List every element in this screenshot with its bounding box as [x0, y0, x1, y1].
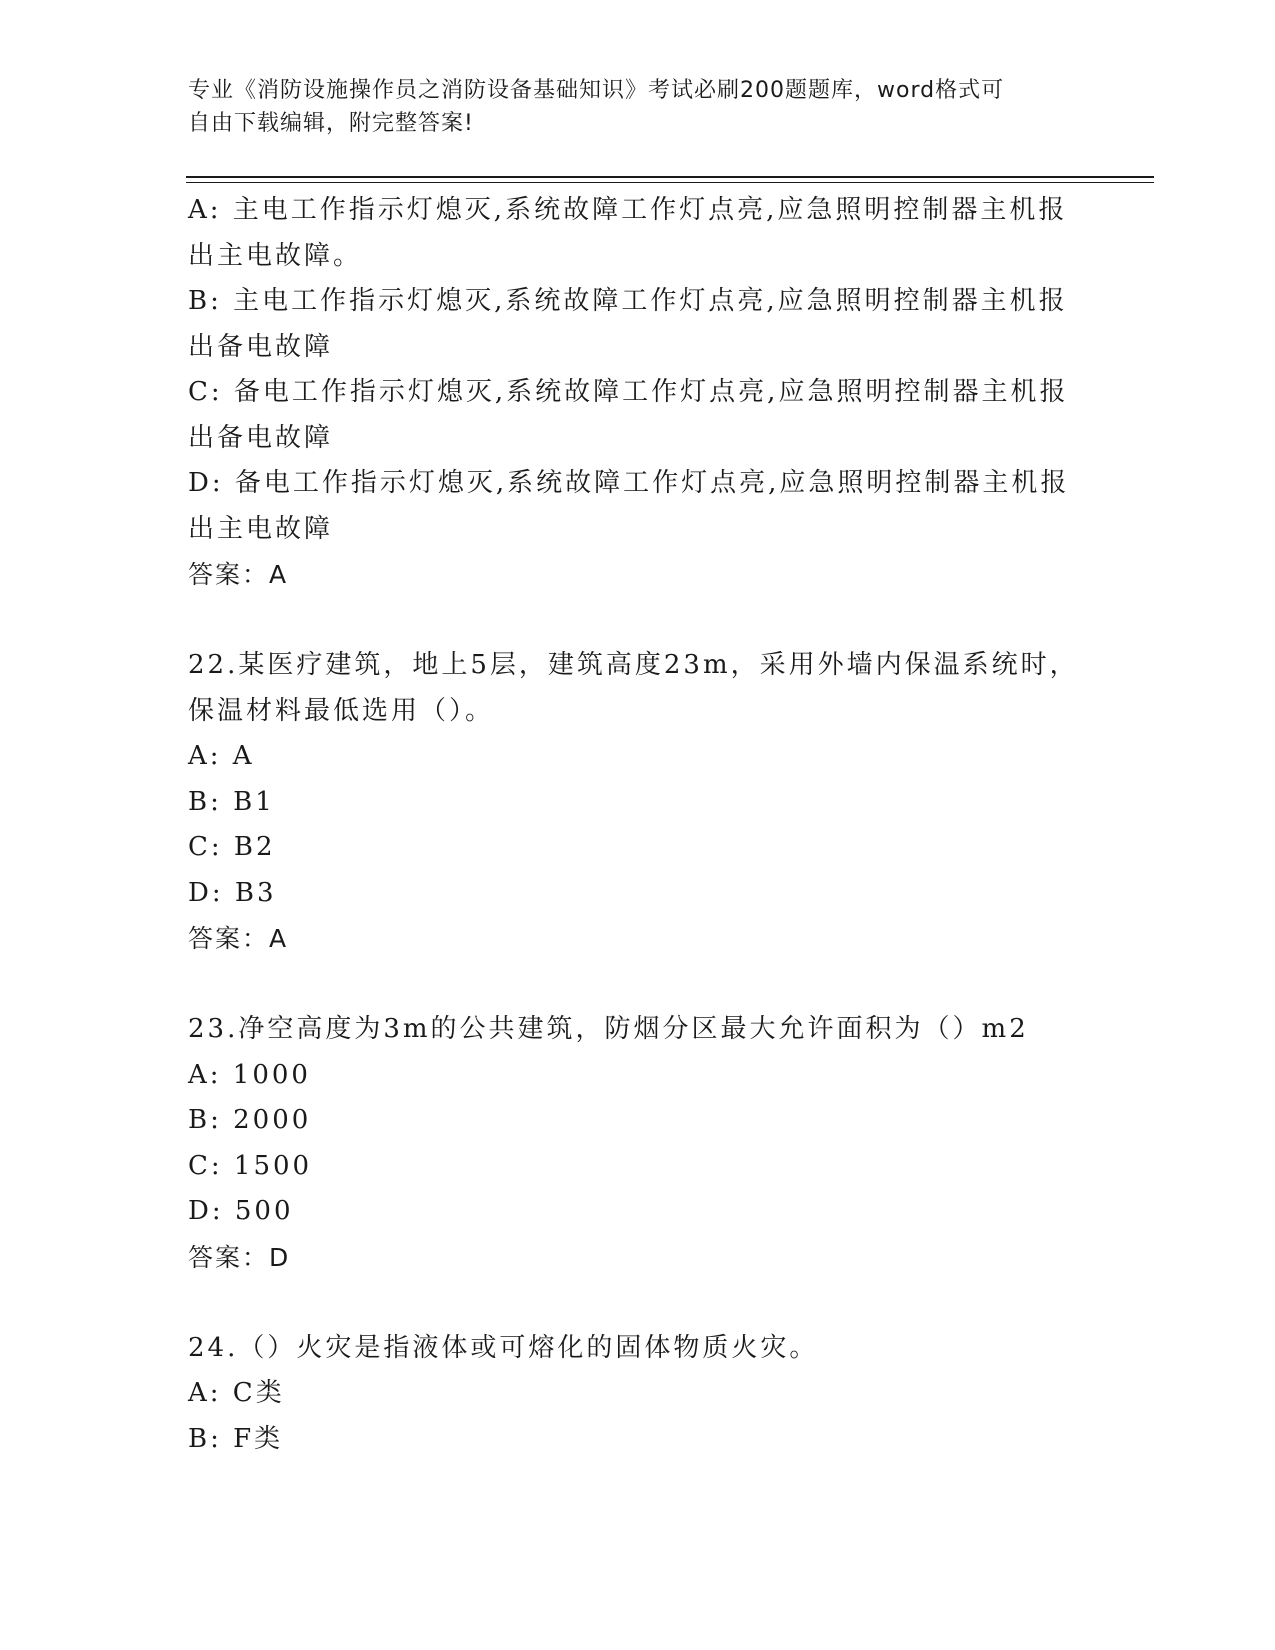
- question-stem: 23.净空高度为3m的公共建筑，防烟分区最大允许面积为（）m2: [188, 1014, 1029, 1044]
- header-divider-thin: [186, 182, 1154, 183]
- answer-line: 答案：D: [188, 1242, 291, 1272]
- header-divider-thick: [186, 176, 1154, 178]
- question-stem: 22.某医疗建筑，地上5层，建筑高度23m，采用外墙内保温系统时，保温材料最低选用（）。: [188, 650, 1079, 726]
- option-a: A: 主电工作指示灯熄灭,系统故障工作灯点亮,应急照明控制器主机报出主电故障。: [188, 195, 1068, 271]
- spacer: [188, 598, 1088, 644]
- option-d: D: 备电工作指示灯熄灭,系统故障工作灯点亮,应急照明控制器主机报出主电故障: [188, 468, 1070, 544]
- option-b: B: F类: [188, 1423, 284, 1454]
- question-23: [188, 1007, 1088, 1280]
- question-22: [188, 643, 1088, 962]
- option-b: B: 2000: [188, 1105, 312, 1135]
- option-d: D: 500: [188, 1196, 294, 1226]
- option-c: C: 1500: [188, 1150, 313, 1181]
- question-24: [188, 1326, 1088, 1463]
- option-c: C: B2: [188, 832, 276, 862]
- option-d: D: B3: [188, 877, 277, 908]
- header-title-line-1: 专业《消防设施操作员之消防设备基础知识》考试必刷200题题库，word格式可: [188, 78, 1005, 103]
- question-stem: 24.（）火灾是指液体或可熔化的固体物质火灾。: [188, 1332, 819, 1363]
- option-a: A: A: [188, 741, 255, 771]
- answer-line: 答案：A: [188, 560, 289, 589]
- spacer: [188, 962, 1088, 1008]
- document-header: [188, 74, 1068, 140]
- option-a: A: C类: [188, 1378, 285, 1408]
- answer-line: 答案：A: [188, 924, 289, 953]
- option-b: B: 主电工作指示灯熄灭,系统故障工作灯点亮,应急照明控制器主机报出备电故障: [188, 286, 1068, 362]
- option-a: A: 1000: [188, 1059, 311, 1090]
- document-body: [188, 188, 1088, 1462]
- option-c: C: 备电工作指示灯熄灭,系统故障工作灯点亮,应急照明控制器主机报出备电故障: [188, 377, 1069, 453]
- option-b: B: B1: [188, 786, 275, 817]
- spacer: [188, 1280, 1088, 1326]
- question-21-tail: [188, 188, 1088, 598]
- header-title-line-2: 自由下载编辑，附完整答案!: [188, 111, 474, 136]
